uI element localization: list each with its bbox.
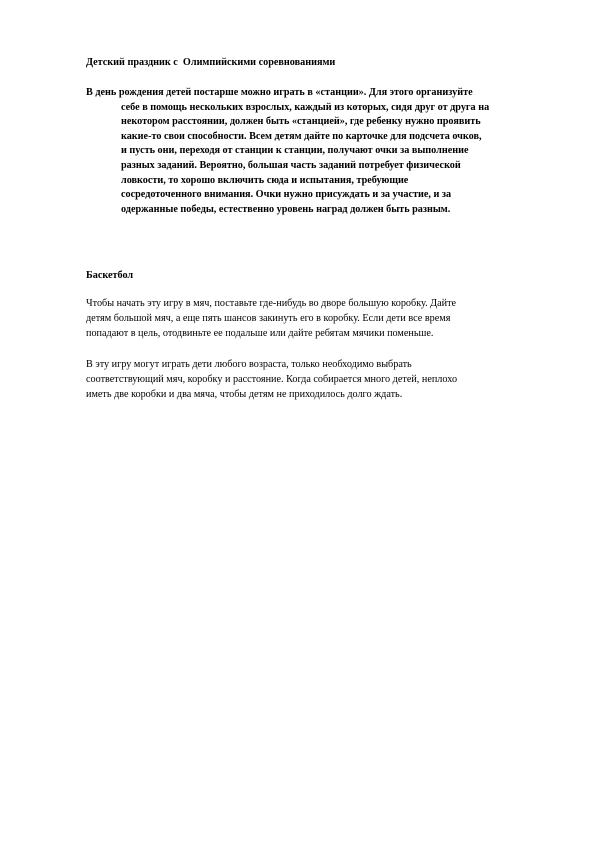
paragraph-line: В эту игру могут играть дети любого возраста, только необходимо выбрать — [86, 359, 412, 370]
basketball-paragraph-2 — [86, 357, 556, 403]
section-title-basketball: Баскетбол — [86, 270, 134, 281]
intro-line: разных заданий. Вероятно, большая часть заданий потребует физической — [121, 159, 461, 171]
paragraph-line: попадают в цель, отодвиньте ее подальше или дайте ребятам мячики поменьше. — [86, 328, 434, 340]
intro-line: какие-то свои способности. Всем детям дайте по карточке для подсчета очков, — [121, 130, 482, 142]
paragraph-line: Чтобы начать эту игру в мяч, поставьте где-нибудь во дворе большую коробку. Дайте — [86, 298, 457, 309]
basketball-paragraph-1 — [86, 296, 556, 342]
intro-line: себе в помощь нескольких взрослых, каждый из которых, сидя друг от друга на — [121, 101, 490, 113]
intro-paragraph — [86, 86, 556, 217]
intro-line: В день рождения детей постарше можно играть в «станции». Для этого организуйте — [86, 87, 473, 98]
intro-line: некотором расстоянии, должен быть «станцией», где ребенку нужно проявить — [121, 116, 481, 128]
intro-line: сосредоточенного внимания. Очки нужно присуждать и за участие, и за — [121, 189, 452, 201]
intro-line: ловкости, то хорошо включить сюда и испытания, требующие — [121, 174, 409, 186]
document-heading: Детский праздник с Олимпийскими соревнованиями — [86, 57, 336, 68]
paragraph-line: иметь две коробки и два мяча, чтобы детям не приходилось долго ждать. — [86, 389, 403, 401]
intro-line: и пусть они, переходя от станции к станции, получают очки за выполнение — [121, 145, 469, 157]
paragraph-line: детям большой мяч, а еще пять шансов закинуть его в коробку. Если дети все время — [86, 313, 451, 325]
intro-line: одержанные победы, естественно уровень наград должен быть разным. — [121, 203, 451, 215]
paragraph-line: соответствующий мяч, коробку и расстояние. Когда собирается много детей, неплохо — [86, 374, 458, 386]
